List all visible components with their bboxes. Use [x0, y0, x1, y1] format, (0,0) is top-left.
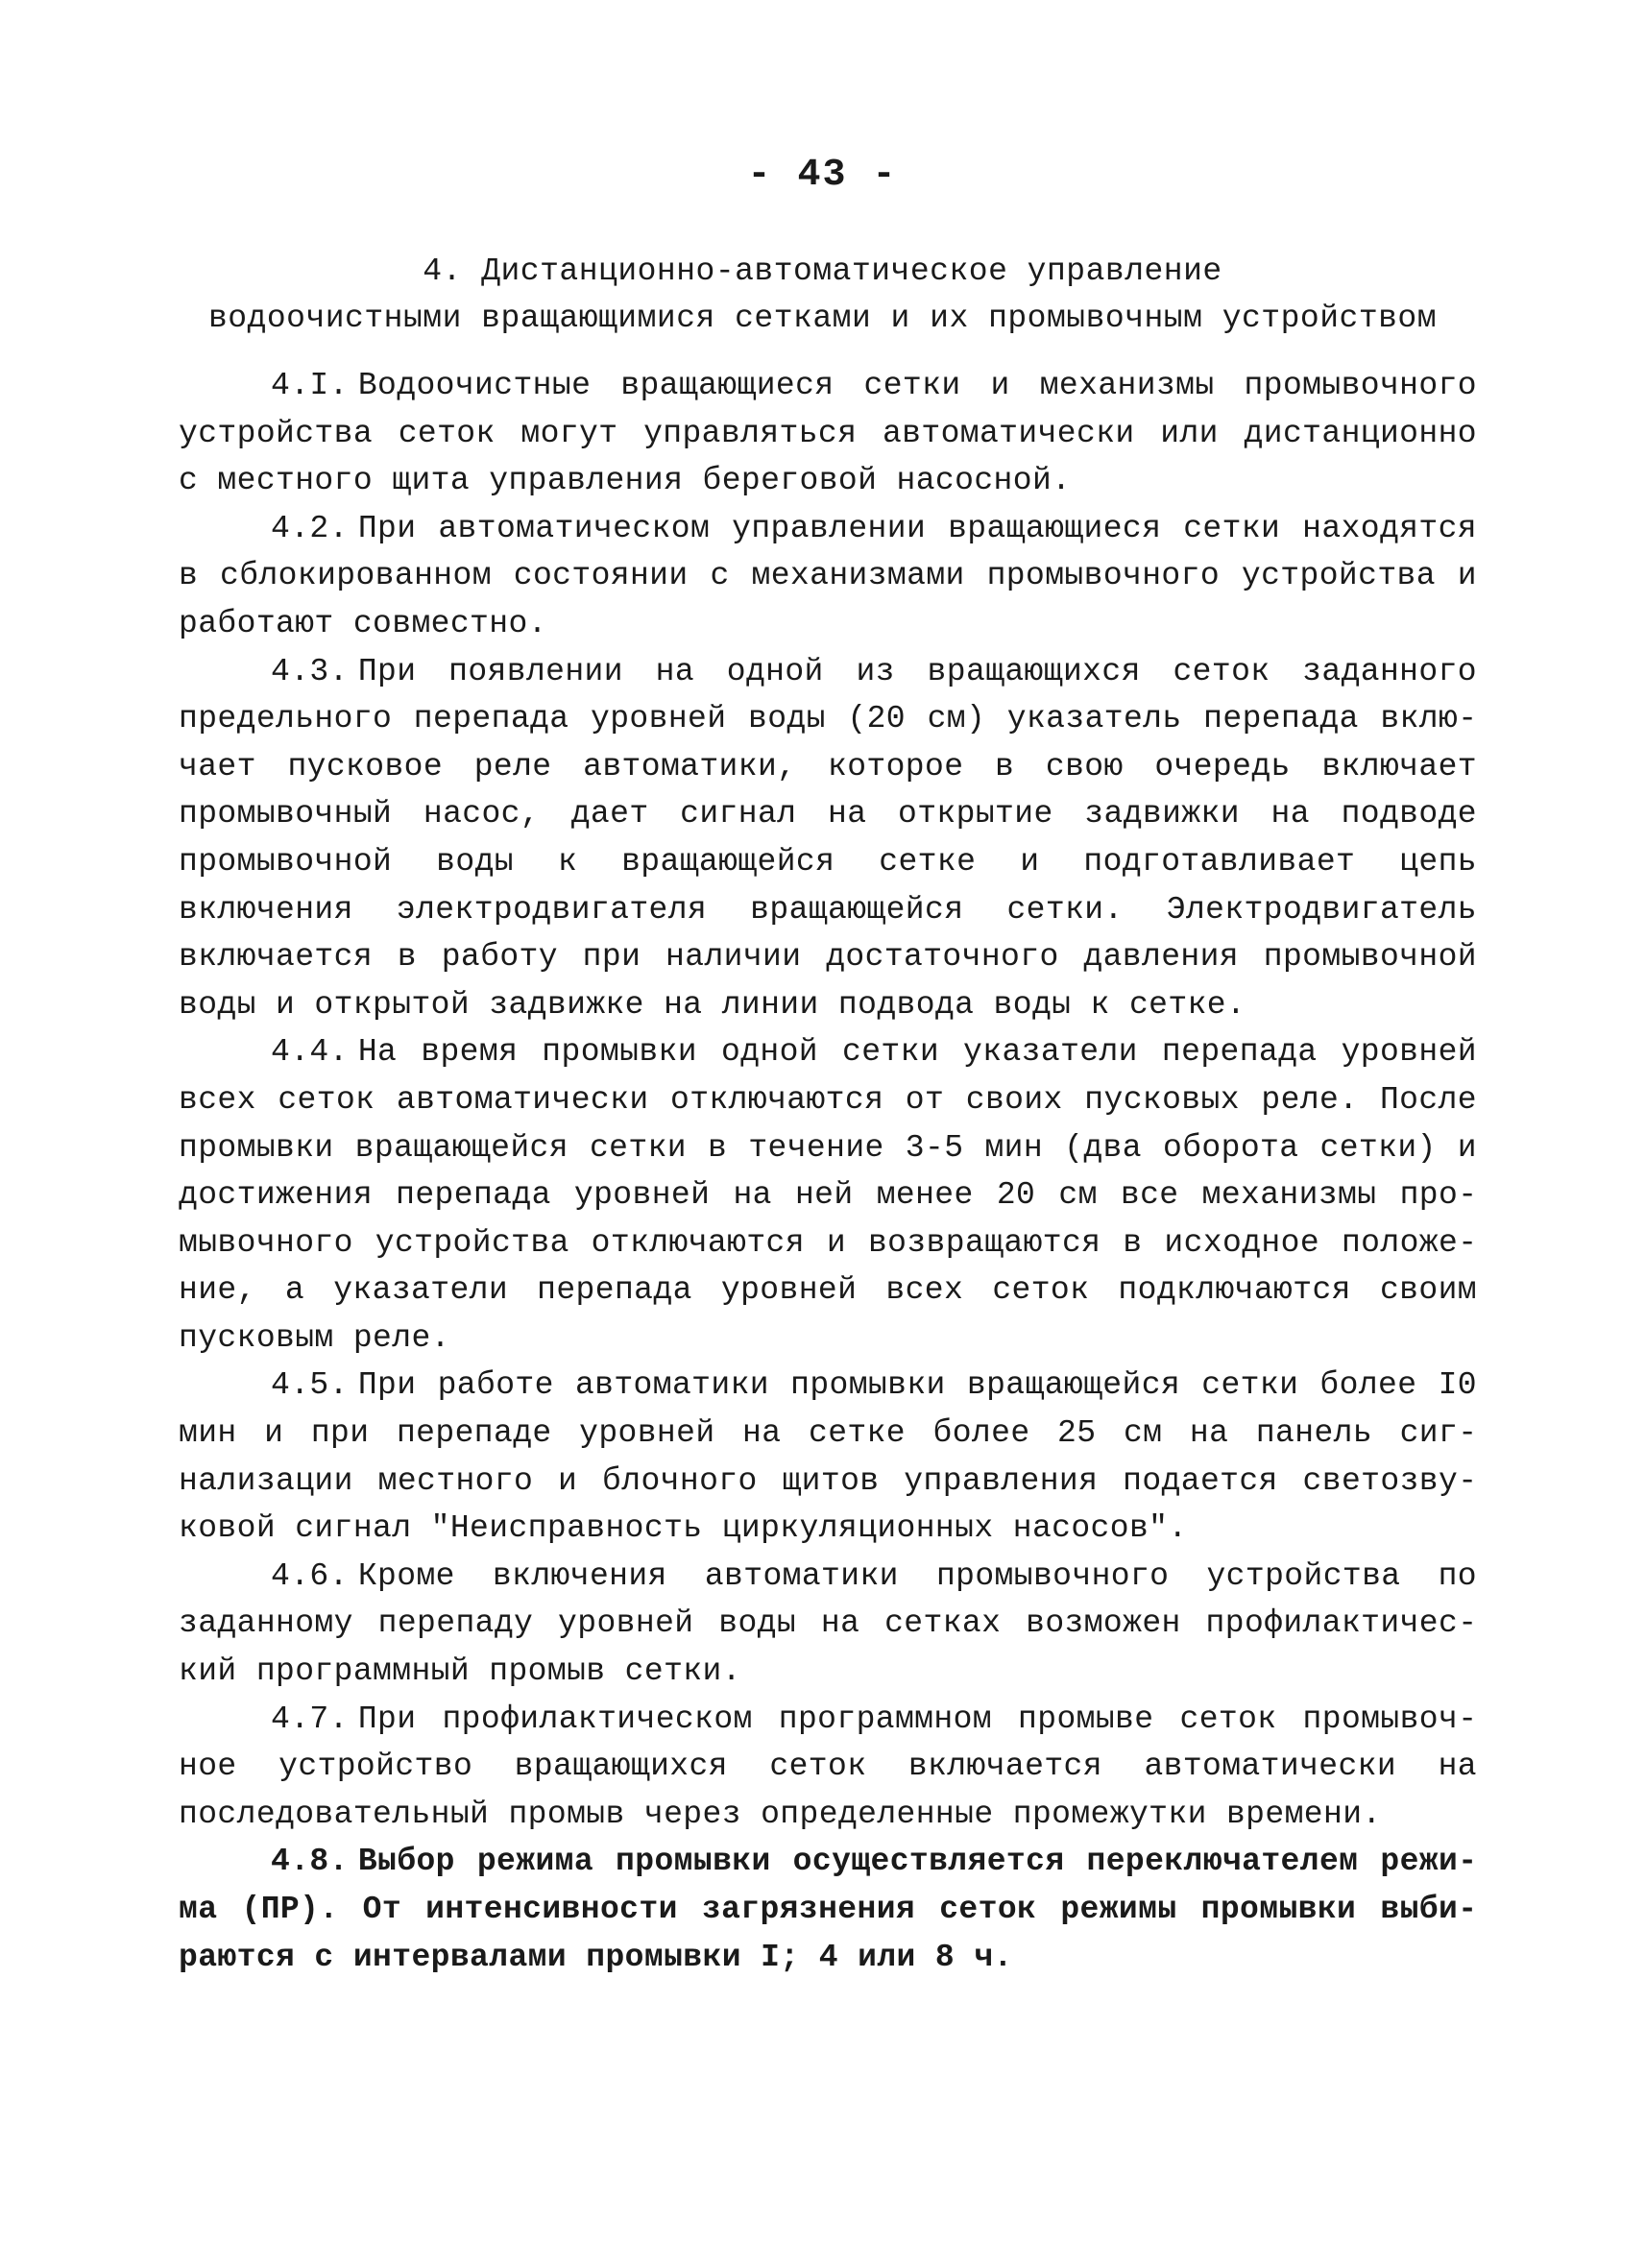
paragraph-text: Кроме включения автоматики промывочного устройства по заданному перепаду уровней воды на сетках возможен профилактический программный промыв сетки. — [179, 1557, 1477, 1690]
paragraph-4-4 — [179, 1028, 1477, 1362]
paragraph-4-3 — [179, 648, 1477, 1029]
paragraph-number: 4.8. — [271, 1844, 349, 1880]
paragraph-text: При работе автоматики промывки вращающейся сетки более I0 мин и при перепаде уровней на сетке более 25 см на панель сигнализации местного и блочного щитов управления подается светозвуковой сигнал "Неисправность циркуляционных насосов". — [179, 1367, 1477, 1547]
paragraph-number: 4.2. — [271, 510, 349, 546]
paragraph-text: Водоочистные вращающиеся сетки и механизмы промывочного устройства сеток могут управляться автоматически или дистанционно с местного щита управления береговой насосной. — [179, 368, 1477, 499]
section-title-line-2: водоочистными вращающимися сетками и их промывочным устройством — [207, 301, 1438, 336]
paragraph-4-2 — [179, 505, 1477, 648]
paragraph-number: 4.6. — [271, 1557, 349, 1594]
paragraph-number: 4.3. — [271, 653, 349, 689]
paragraph-text: При автоматическом управлении вращающиеся сетки находятся в сблокированном состоянии с механизмами промывочного устройства и работают совместно. — [179, 510, 1477, 641]
paragraph-text: На время промывки одной сетки указатели перепада уровней всех сеток автоматически отключаются от своих пусковых реле. После промывки вращающейся сетки в течение 3-5 мин (два оборота сетки) и достижения перепада уровней на ней менее 20 см все механизмы промывочного устройства отключаются и возвращаются в исходное положение, а указатели перепада уровней всех сеток подключаются своим пусковым реле. — [179, 1034, 1477, 1356]
paragraph-number: 4.I. — [271, 368, 349, 403]
paragraph-4-6 — [179, 1553, 1477, 1696]
paragraph-text: При профилактическом программном промыве сеток промывочное устройство вращающихся сеток включается автоматически на последовательный промыв через определенные промежутки времени. — [179, 1701, 1477, 1832]
paragraph-4-8 — [179, 1838, 1477, 1981]
paragraph-number: 4.5. — [271, 1367, 349, 1404]
paragraph-text: При появлении на одной из вращающихся сеток заданного предельного перепада уровней воды (20 см) указатель перепада включает пусковое реле автоматики, которое в свою очередь включает промывочный насос, дает сигнал на открытие задвижки на подводе промывочной воды к вращающейся сетке и подготавливает цепь включения электродвигателя вращающейся сетки. Электродвигатель включается в работу при наличии достаточного давления промывочной воды и открытой задвижке на линии подвода воды к сетке. — [179, 653, 1477, 1023]
paragraph-number: 4.4. — [271, 1034, 349, 1071]
body-text — [179, 362, 1477, 1981]
page-number: - 43 - — [747, 154, 898, 197]
paragraph-4-1 — [179, 362, 1477, 505]
section-title-line-1: 4. Дистанционно-автоматическое управление — [423, 253, 1222, 289]
paragraph-4-5 — [179, 1362, 1477, 1552]
paragraph-4-7 — [179, 1696, 1477, 1839]
paragraph-text: Выбор режима промывки осуществляется переключателем режима (ПР). От интенсивности загрязнения сеток режимы промывки выбираются с интервалами промывки I; 4 или 8 ч. — [179, 1844, 1477, 1975]
paragraph-number: 4.7. — [271, 1701, 349, 1737]
